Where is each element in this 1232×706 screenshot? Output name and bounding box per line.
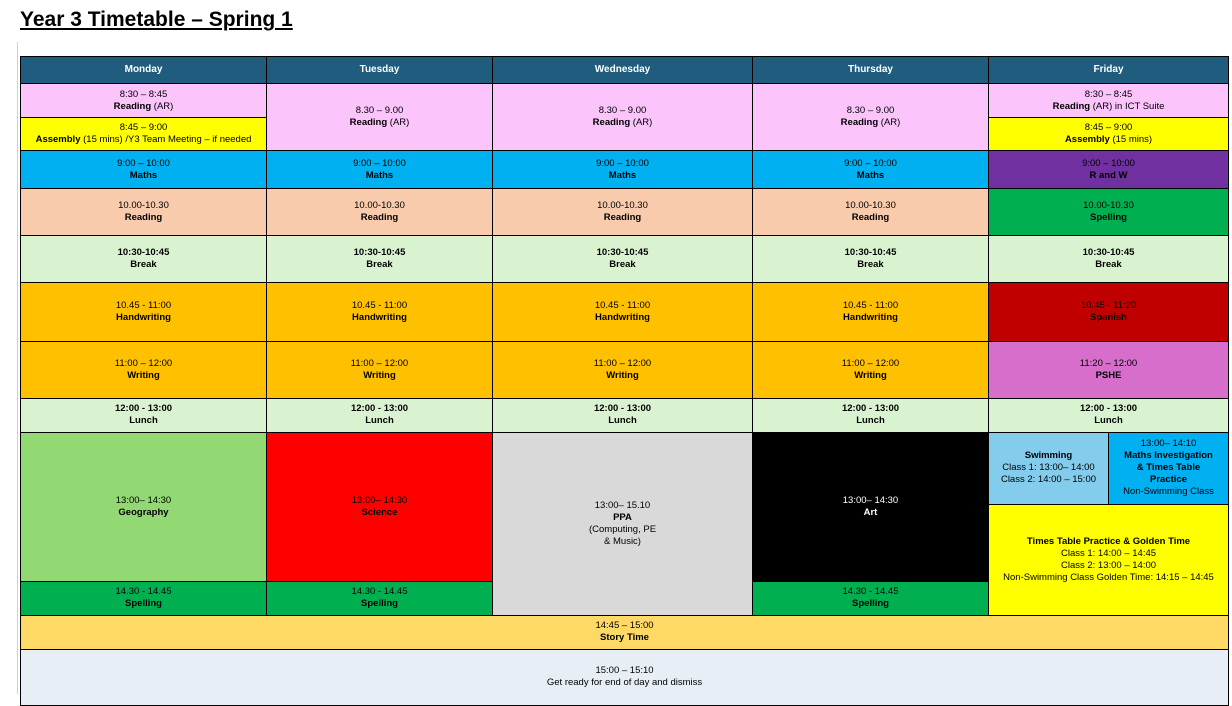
tuesday-reading-ar-cell <box>267 84 493 151</box>
slot-subject: Reading <box>349 117 388 129</box>
slot-subject: Break <box>1095 259 1122 271</box>
monday-break-cell <box>21 236 267 283</box>
slot-subject: Handwriting <box>352 312 407 324</box>
slot-subject: & Times Table <box>1136 462 1201 474</box>
slot-time: 11:20 – 12:00 <box>1079 358 1138 370</box>
slot-time: 9:00 – 10:00 <box>353 157 406 169</box>
slot-subject: Story Time <box>600 632 649 644</box>
slot-subject: Handwriting <box>595 312 650 324</box>
slot-subject: Geography <box>118 506 169 518</box>
slot-subject: Reading <box>1052 100 1091 112</box>
slot-subject: Reading <box>592 117 631 129</box>
slot-subject: Handwriting <box>843 312 898 324</box>
slot-note: (15 mins) /Y3 Team Meeting – if needed <box>80 134 252 146</box>
thursday-reading-ar-cell <box>753 84 989 151</box>
thursday-handwriting-cell <box>753 283 989 342</box>
slot-time: 10.45 - 11:00 <box>842 300 899 312</box>
monday-maths-cell <box>21 151 267 189</box>
slot-time: 9:00 – 10:00 <box>596 157 649 169</box>
thursday-lunch-cell <box>753 399 989 432</box>
table-row <box>21 151 1229 189</box>
friday-lunch-cell <box>989 399 1229 432</box>
slot-subject: Lunch <box>365 415 394 427</box>
slot-time: 9:00 – 10:00 <box>844 157 897 169</box>
slot-subject: Reading <box>603 212 642 224</box>
slot-time: 9:00 – 10:00 <box>117 157 170 169</box>
monday-assembly-cell <box>21 118 267 151</box>
slot-subject: Spanish <box>1090 312 1127 324</box>
day-header-tuesday: Tuesday <box>267 57 493 84</box>
friday-spelling-cell <box>989 189 1229 236</box>
monday-spelling-cell <box>21 581 267 615</box>
slot-subject: Maths <box>608 169 637 181</box>
slot-time: 8.30 – 9.00 <box>355 105 404 117</box>
slot-detail: Class 2: 13:00 – 14:00 <box>1060 559 1157 571</box>
friday-swimming-cell <box>989 432 1109 504</box>
slot-subject: PSHE <box>1095 370 1122 382</box>
tuesday-science-cell <box>267 432 493 581</box>
monday-geography-cell <box>21 432 267 581</box>
friday-break-cell <box>989 236 1229 283</box>
slot-subject: Writing <box>854 370 887 382</box>
slot-time: 10:30-10:45 <box>844 247 897 259</box>
slot-time: 11:00 – 12:00 <box>841 358 900 370</box>
table-row <box>21 342 1229 399</box>
table-row <box>21 649 1229 705</box>
slot-subject: Spelling <box>361 598 398 610</box>
slot-subject: Lunch <box>1094 415 1123 427</box>
thursday-spelling-cell <box>753 581 989 615</box>
slot-subject: Reading <box>840 117 879 129</box>
slot-time: 12:00 - 13:00 <box>841 403 900 415</box>
slot-subject: R and W <box>1089 169 1128 181</box>
slot-detail: Class 1: 14:00 – 14:45 <box>1060 547 1157 559</box>
day-header-thursday: Thursday <box>753 57 989 84</box>
slot-note: (AR) <box>387 117 410 129</box>
wednesday-ppa-cell <box>493 432 753 615</box>
slot-time: 11:00 – 12:00 <box>350 358 409 370</box>
friday-spanish-cell <box>989 283 1229 342</box>
friday-r-and-w-cell <box>989 151 1229 189</box>
friday-maths-investigation-cell <box>1109 432 1229 504</box>
slot-detail: & Music) <box>604 535 641 547</box>
slot-subject: Break <box>130 259 157 271</box>
slot-note: (AR) <box>630 117 653 129</box>
wednesday-maths-cell <box>493 151 753 189</box>
thursday-break-cell <box>753 236 989 283</box>
slot-time: 11:00 – 12:00 <box>593 358 652 370</box>
slot-subject: Break <box>366 259 393 271</box>
table-row <box>21 84 1229 118</box>
slot-subject: Reading <box>124 212 163 224</box>
slot-time: 12:00 - 13:00 <box>593 403 652 415</box>
slot-subject: Reading <box>113 100 152 112</box>
slot-subject: Art <box>863 506 878 518</box>
slot-subject: Lunch <box>129 415 158 427</box>
slot-time: 14.30 - 14.45 <box>842 586 899 598</box>
thursday-writing-cell <box>753 342 989 399</box>
tuesday-maths-cell <box>267 151 493 189</box>
slot-time: 13:00– 14:10 <box>1140 438 1197 450</box>
slot-detail: Non-Swimming Class Golden Time: 14:15 – 14:45 <box>1003 571 1214 583</box>
slot-time: 10.00-10.30 <box>354 200 405 212</box>
slot-time: 10.45 - 11:00 <box>351 300 408 312</box>
monday-handwriting-cell <box>21 283 267 342</box>
slot-subject: Maths <box>129 169 158 181</box>
wednesday-handwriting-cell <box>493 283 753 342</box>
wednesday-lunch-cell <box>493 399 753 432</box>
tuesday-lunch-cell <box>267 399 493 432</box>
tuesday-reading-cell <box>267 189 493 236</box>
tuesday-break-cell <box>267 236 493 283</box>
slot-time: 8:30 – 8:45 <box>1084 88 1133 100</box>
slot-time: 14.30 - 14.45 <box>115 586 172 598</box>
wednesday-reading-cell <box>493 189 753 236</box>
slot-detail: Class 1: 13:00– 14:00 <box>1002 462 1095 474</box>
page-title: Year 3 Timetable – Spring 1 <box>20 8 293 31</box>
slot-time: 14.30 - 14.45 <box>351 586 408 598</box>
slot-subject: Assembly <box>35 134 81 146</box>
wednesday-writing-cell <box>493 342 753 399</box>
monday-writing-cell <box>21 342 267 399</box>
slot-note: (15 mins) <box>1109 134 1153 146</box>
thursday-art-cell <box>753 432 989 581</box>
friday-golden-time-cell <box>989 504 1229 615</box>
slot-time: 11:00 – 12:00 <box>114 358 173 370</box>
slot-subject: Science <box>361 506 398 518</box>
slot-subject: Swimming <box>1024 450 1073 462</box>
slot-note: (AR) in ICT Suite <box>1090 100 1165 112</box>
slot-note: (AR) <box>151 100 174 112</box>
slot-time: 8.30 – 9.00 <box>846 105 895 117</box>
slot-subject: Maths Investigation <box>1124 450 1213 462</box>
slot-subject: Maths <box>856 169 885 181</box>
table-row <box>21 283 1229 342</box>
slot-subject: Maths <box>365 169 394 181</box>
slot-time: 10.00-10.30 <box>597 200 648 212</box>
wednesday-reading-ar-cell <box>493 84 753 151</box>
slot-subject: Writing <box>363 370 396 382</box>
slot-time: 13:00– 14:30 <box>115 494 172 506</box>
slot-subject: Assembly <box>1064 134 1110 146</box>
slot-time: 10:30-10:45 <box>1082 247 1135 259</box>
slot-subject: Writing <box>606 370 639 382</box>
slot-subject: Get ready for end of day and dismiss <box>546 677 703 689</box>
friday-pshe-cell <box>989 342 1229 399</box>
friday-assembly-cell <box>989 118 1229 151</box>
tuesday-writing-cell <box>267 342 493 399</box>
end-of-day-cell <box>21 649 1229 705</box>
slot-subject: Break <box>609 259 636 271</box>
slot-time: 10.45 - 11:00 <box>115 300 172 312</box>
slot-time: 8:45 – 9:00 <box>119 122 168 134</box>
table-row <box>21 236 1229 283</box>
slot-subject: Times Table Practice & Golden Time <box>1026 535 1191 547</box>
slot-time: 8:45 – 9:00 <box>1084 122 1133 134</box>
slot-subject: Handwriting <box>116 312 171 324</box>
slot-time: 8:30 – 8:45 <box>119 88 168 100</box>
monday-reading-ar-cell <box>21 84 267 118</box>
slot-time: 12:00 - 13:00 <box>1079 403 1138 415</box>
slot-subject: Spelling <box>852 598 889 610</box>
monday-lunch-cell <box>21 399 267 432</box>
slot-time: 10:30-10:45 <box>596 247 649 259</box>
day-header-friday: Friday <box>989 57 1229 84</box>
slot-subject: Lunch <box>608 415 637 427</box>
slot-subject: Reading <box>360 212 399 224</box>
monday-reading-cell <box>21 189 267 236</box>
slot-time: 13:00– 14:30 <box>842 494 899 506</box>
table-row <box>21 432 1229 504</box>
slot-time: 13:00– 14:30 <box>351 494 408 506</box>
slot-time: 14:45 – 15:00 <box>595 620 654 632</box>
slot-subject: Practice <box>1150 474 1187 486</box>
table-row <box>21 399 1229 432</box>
slot-note: Non-Swimming Class <box>1123 486 1214 498</box>
slot-time: 10.45 - 11:20 <box>1080 300 1137 312</box>
slot-note: (AR) <box>878 117 901 129</box>
slot-time: 12:00 - 13:00 <box>350 403 409 415</box>
wednesday-break-cell <box>493 236 753 283</box>
friday-reading-ar-cell <box>989 84 1229 118</box>
slot-time: 10.45 - 11:00 <box>594 300 651 312</box>
slot-time: 13:00– 15.10 <box>594 499 651 511</box>
slot-time: 15:00 – 15:10 <box>595 665 654 677</box>
timetable <box>20 56 1229 706</box>
slot-time: 10.00-10.30 <box>118 200 169 212</box>
table-row <box>21 189 1229 236</box>
slot-subject: PPA <box>613 511 632 523</box>
sheet-edge-divider <box>17 42 18 694</box>
tuesday-spelling-cell <box>267 581 493 615</box>
slot-subject: Lunch <box>856 415 885 427</box>
story-time-cell <box>21 615 1229 649</box>
slot-subject: Spelling <box>1090 212 1127 224</box>
slot-time: 10:30-10:45 <box>353 247 406 259</box>
slot-subject: Spelling <box>125 598 162 610</box>
slot-time: 12:00 - 13:00 <box>114 403 173 415</box>
table-row <box>21 615 1229 649</box>
slot-detail: (Computing, PE <box>588 523 657 535</box>
slot-subject: Reading <box>851 212 890 224</box>
day-header-wednesday: Wednesday <box>493 57 753 84</box>
slot-time: 10:30-10:45 <box>117 247 170 259</box>
day-header-row <box>21 57 1229 84</box>
slot-subject: Writing <box>127 370 160 382</box>
tuesday-handwriting-cell <box>267 283 493 342</box>
slot-time: 8.30 – 9.00 <box>598 105 647 117</box>
day-header-monday: Monday <box>21 57 267 84</box>
thursday-maths-cell <box>753 151 989 189</box>
slot-time: 9:00 – 10:00 <box>1082 157 1135 169</box>
slot-subject: Break <box>857 259 884 271</box>
slot-time: 10.00-10.30 <box>1083 200 1134 212</box>
slot-detail: Class 2: 14:00 – 15:00 <box>1000 474 1097 486</box>
thursday-reading-cell <box>753 189 989 236</box>
slot-time: 10.00-10.30 <box>845 200 896 212</box>
